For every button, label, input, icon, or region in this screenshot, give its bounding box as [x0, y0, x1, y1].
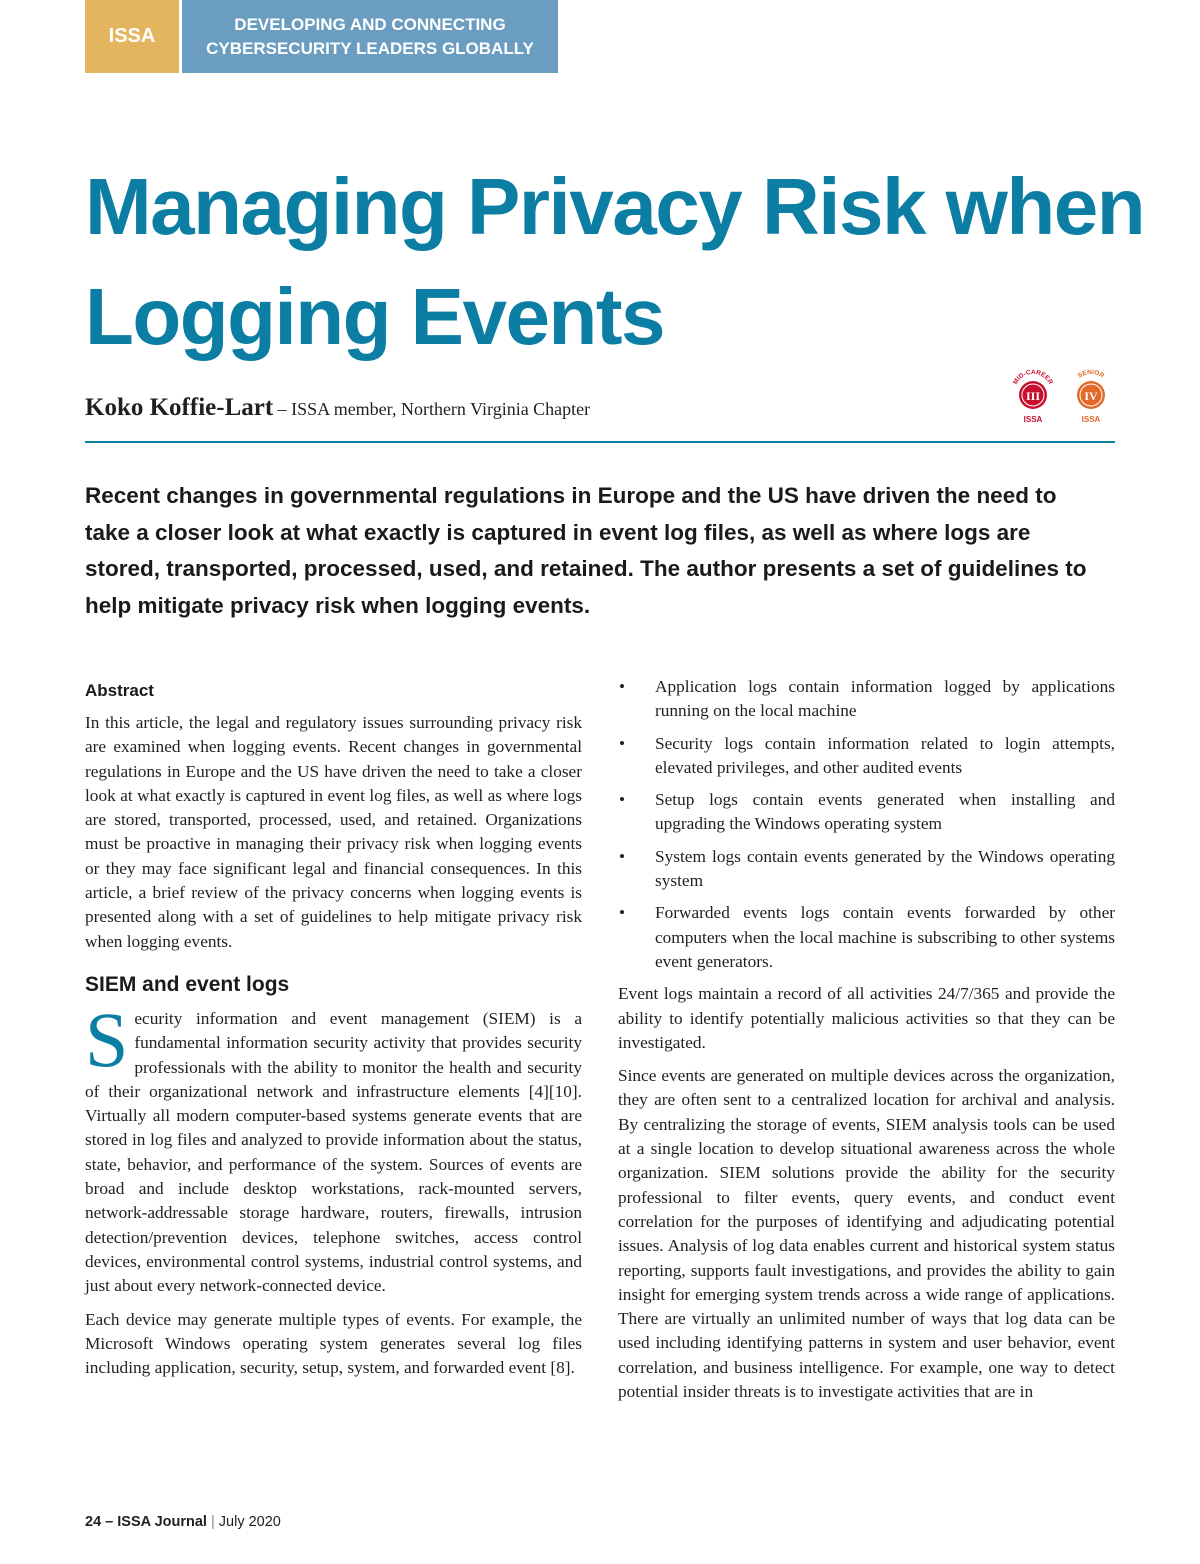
badge-2-org: ISSA [1081, 415, 1101, 424]
badge-1-numeral: III [1025, 389, 1041, 403]
list-item: • Setup logs contain events generated when installing and upgrading the Windows operating system [618, 788, 1115, 837]
tagline-line-1: DEVELOPING AND CONNECTING [234, 15, 506, 34]
author-affiliation: – ISSA member, Northern Virginia Chapter [273, 399, 591, 419]
list-item: • Forwarded events logs contain events forwarded by other computers when the local machine is subscribing to other systems event generators. [618, 901, 1115, 974]
drop-cap: S [85, 995, 129, 1083]
tagline [182, 0, 558, 73]
siem-text: ecurity information and event management (SIEM) is a fundamental information security activity that provides security professionals with the ability to monitor the health and security of their organizational network and infrastructure elements [4][10]. Virtually all modern computer-based systems generate events that are stored in log files and analyzed to provide information about the status, state, behavior, and performance of the system. Sources of events are broad and include desktop workstations, rack-mounted servers, network-addressable storage hardware, routers, firewalls, intrusion detection/prevention devices, telephone switches, access control devices, environmental control systems, industrial control systems, and just about every network-connected device. [85, 1008, 582, 1296]
byline [85, 394, 590, 422]
mid-career-badge-icon [1009, 368, 1057, 426]
badge-2-numeral: IV [1084, 389, 1098, 403]
badge-2-arc: SENIOR [1076, 368, 1106, 380]
header-rule [85, 441, 1115, 443]
header-banner [85, 0, 558, 73]
org-label: ISSA [85, 0, 179, 73]
abstract-text: In this article, the legal and regulatory issues surrounding privacy risk are examined when logging events. Recent changes in governmental regulations in Europe and the US have driven the need to take a closer look at what exactly is captured in event log files, as well as where logs are stored, transported, processed, used, and retained. Organizations must be proactive in managing their privacy risk when logging events or they may face significant legal and financial consequences. In this article, a brief review of the privacy concerns when logging events is presented along with a set of guidelines to help mitigate privacy risk when logging events. [85, 713, 582, 951]
right-column [618, 675, 1115, 1413]
author-name: Koko Koffie-Lart [85, 394, 274, 421]
centralization-paragraph: Since events are generated on multiple devices across the organization, they are often sent to a centralized location for archival and analysis. By centralizing the storage of events, SIEM analysis tools can be used at a single location to develop situational awareness across the whole organization. SIEM solutions provide the ability for the security professional to filter events, query events, and conduct event correlation for the purposes of identifying and adjudicating potential issues. Analysis of log data enables current and historical system status reporting, supports fault investigations, and provides the ability to gain insight for emerging system trends across a wide range of applications. There are virtually an unlimited number of ways that log data can be used including identifying patterns in system and user behavior, event correlation, and business intelligence. For example, one way to detect potential insider threats is to investigate activities that are in [618, 1066, 1115, 1402]
svg-text:SENIOR [1077, 369, 1106, 380]
list-item: • Security logs contain information related to login attempts, elevated privileges, and other audited events [618, 732, 1115, 781]
issue-date: July 2020 [218, 1514, 281, 1530]
badge-1-arc: MID-CAREER [1012, 368, 1054, 386]
list-item: • System logs contain events generated by the Windows operating system [618, 845, 1115, 894]
left-column [85, 677, 582, 1389]
tagline-line-2: CYBERSECURITY LEADERS GLOBALLY [206, 39, 534, 58]
career-badges [1009, 368, 1115, 426]
page-footer [85, 1514, 281, 1530]
page-number: 24 – ISSA Journal [85, 1514, 207, 1530]
event-logs-paragraph: Event logs maintain a record of all activities 24/7/365 and provide the ability to identify potentially malicious activities so that they can be investigated. [618, 984, 1115, 1052]
badge-1-org: ISSA [1023, 415, 1043, 424]
event-log-types-list [618, 675, 1115, 974]
siem-heading: SIEM and event logs [85, 972, 290, 996]
siem-paragraph [85, 995, 582, 1299]
lead-paragraph: Recent changes in governmental regulations in Europe and the US have driven the need to take a closer look at what exactly is captured in event log files, as well as where logs are stored, transported, processed, used, and retained. The author presents a set of guidelines to help mitigate privacy risk when logging events. [85, 483, 1087, 618]
senior-badge-icon [1067, 368, 1115, 426]
device-paragraph: Each device may generate multiple types of events. For example, the Microsoft Windows operating system generates several log files including application, security, setup, system, and forwarded event [8]. [85, 1309, 582, 1378]
footer-separator: | [206, 1514, 219, 1530]
article-title: Managing Privacy Risk when Logging Events [85, 162, 1145, 361]
list-item: • Application logs contain information logged by applications running on the local machine [618, 675, 1115, 724]
abstract-heading: Abstract [85, 681, 154, 700]
